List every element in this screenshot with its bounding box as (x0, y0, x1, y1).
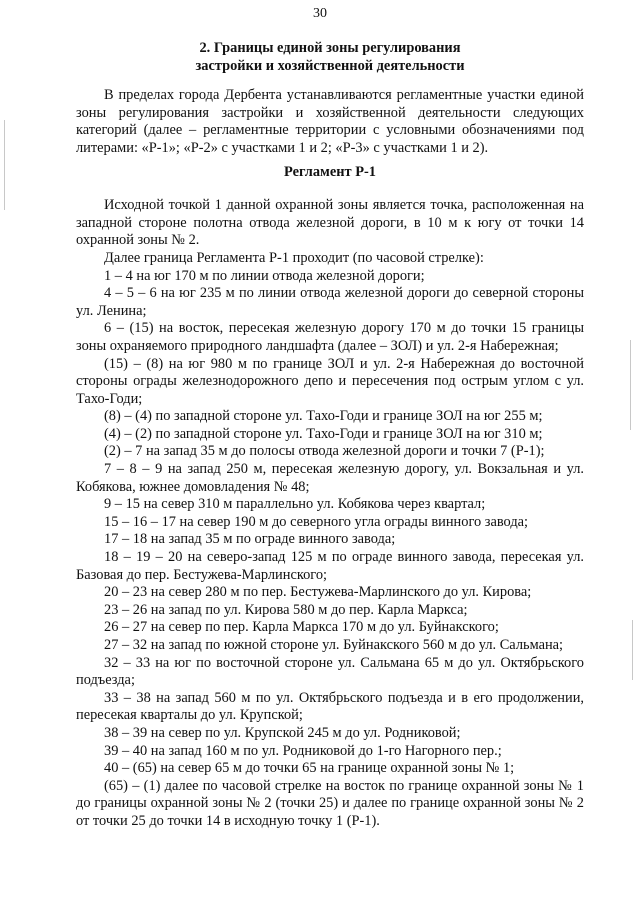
right-margin-scan-mark-lower (632, 620, 633, 680)
boundary-segment-paragraph: 39 – 40 на запад 160 м по ул. Родниковой до 1-го Нагорного пер.; (104, 742, 502, 759)
right-margin-scan-mark (630, 340, 631, 430)
boundary-segment-paragraph: 27 – 32 на запад по южной стороне ул. Буйнакского 560 м до ул. Сальмана; (104, 637, 564, 653)
boundary-segment-paragraph: 1 – 4 на юг 170 м по линии отвода железной дороги; (104, 267, 425, 284)
section-heading (76, 40, 584, 75)
page-number: 30 (313, 6, 327, 21)
boundary-segment-paragraph: (65) – (1) далее по часовой стрелке на восток по границе охранной зоны № 1 до границы охранной зоны № 2 (точки 25) и далее по границе охранной зоны № 2 от точки 25 до точки 14 в исходную точку 1 (Р-1). (76, 777, 584, 829)
starting-point-paragraph: Исходной точкой 1 данной охранной зоны является точка, расположенная на западной стороне полотна отвода железной дороги, в 10 м к югу от точки 14 охранной зоны № 2. (76, 197, 584, 249)
boundary-segment-paragraph: 6 – (15) на восток, пересекая железную дорогу 170 м до точки 15 границы зоны охраняемого природного ландшафта (далее – ЗОЛ) и ул. 2-я Набережная; (76, 320, 584, 354)
regulation-title: Регламент Р-1 (284, 163, 376, 180)
left-margin-scan-mark (4, 120, 5, 210)
boundary-segment-paragraph: 26 – 27 на север по пер. Карла Маркса 170 м до ул. Буйнакского; (104, 619, 499, 636)
boundary-segment-paragraph: 20 – 23 на север 280 м по пер. Бестужева-Марлинского до ул. Кирова; (104, 584, 532, 601)
boundary-segment-paragraph: (4) – (2) по западной стороне ул. Тахо-Годи и границе ЗОЛ на юг 310 м; (104, 425, 543, 442)
boundary-description (76, 197, 584, 830)
boundary-segment-paragraph: (15) – (8) на юг 980 м по границе ЗОЛ и ул. 2-я Набережная до восточной стороны ограды железнодорожного депо и пересечения под острым углом с ул. Тахо-Годи; (76, 355, 584, 407)
boundary-segment-paragraph: 17 – 18 на запад 35 м по ограде винного завода; (104, 531, 396, 548)
boundary-segment-paragraph: 40 – (65) на север 65 м до точки 65 на границе охранной зоны № 1; (104, 760, 515, 777)
boundary-segment-paragraph: 9 – 15 на север 310 м параллельно ул. Кобякова через квартал; (104, 496, 486, 513)
boundary-segment-paragraph: 38 – 39 на север по ул. Крупской 245 м до ул. Родниковой; (104, 724, 461, 741)
boundary-segment-paragraph: 18 – 19 – 20 на северо-запад 125 м по ограде винного завода, пересекая ул. Базовая до пер. Бестужева-Марлинского; (76, 549, 584, 583)
boundary-segment-paragraph: 7 – 8 – 9 на запад 250 м, пересекая железную дорогу, ул. Вокзальная и ул. Кобякова, южнее домовладения № 48; (76, 461, 584, 495)
boundary-segment-paragraph: 4 – 5 – 6 на юг 235 м по линии отвода железной дороги до северной стороны ул. Ленина; (76, 285, 584, 319)
boundary-segment-paragraph: (8) – (4) по западной стороне ул. Тахо-Годи и границе ЗОЛ на юг 255 м; (104, 408, 543, 425)
section-heading-line-1: 2. Границы единой зоны регулирования (199, 40, 461, 56)
section-heading-line-2: застройки и хозяйственной деятельности (195, 57, 465, 74)
boundary-segment-paragraph: 23 – 26 на запад по ул. Кирова 580 м до пер. Карла Маркса; (104, 601, 468, 618)
boundary-segment-paragraph: 32 – 33 на юг по восточной стороне ул. Сальмана 65 м до ул. Октябрьского подъезда; (76, 654, 584, 689)
document-body (76, 40, 584, 831)
intro-paragraph: В пределах города Дербента устанавливаются регламентные участки единой зоны регулирования застройки и хозяйственной деятельности следующих категорий (далее – регламентные территории с условными обозначениями под литерами: «Р-1»; «Р-2» с участками 1 и 2; «Р-3» с участками 1 и 2). (76, 87, 584, 156)
boundary-segment-paragraph: Далее граница Регламента Р-1 проходит (по часовой стрелке): (104, 249, 484, 266)
boundary-segment-paragraph: 15 – 16 – 17 на север 190 м до северного угла ограды винного завода; (104, 513, 529, 530)
boundary-segment-paragraph: 33 – 38 на запад 560 м по ул. Октябрьского подъезда и в его продолжении, пересекая кварталы до ул. Крупской; (76, 689, 584, 724)
boundary-segment-paragraph: (2) – 7 на запад 35 м до полосы отвода железной дороги и точки 7 (Р-1); (104, 443, 545, 460)
